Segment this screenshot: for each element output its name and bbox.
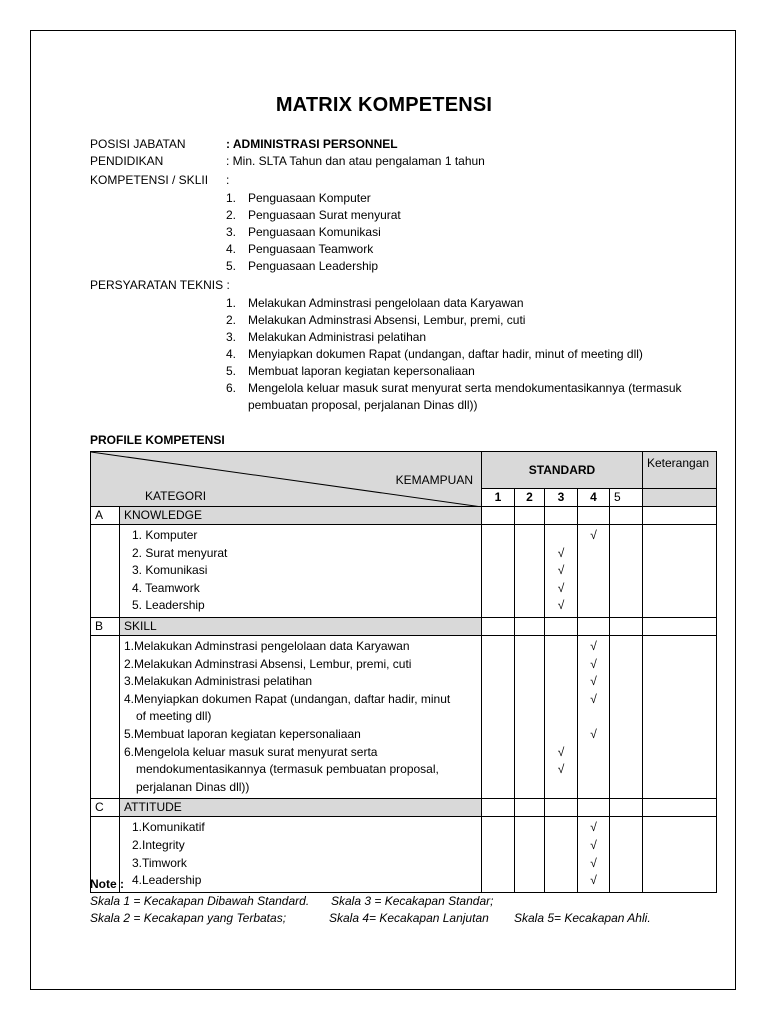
blank-mark xyxy=(515,673,544,691)
note-scale-5: Skala 5= Kecakapan Ahli. xyxy=(514,911,651,925)
section-empty-cell xyxy=(515,799,545,817)
section-body-row xyxy=(91,525,717,618)
section-row xyxy=(91,799,717,817)
blank-mark xyxy=(610,580,642,598)
code-empty-cell xyxy=(91,525,120,618)
table-row: perjalanan Dinas dll)) xyxy=(136,779,250,794)
blank-mark xyxy=(545,656,577,674)
level-3-cell xyxy=(545,525,578,618)
check-mark: √ xyxy=(590,638,597,653)
blank-mark xyxy=(610,744,642,762)
header-kategori-kemampuan xyxy=(91,452,482,507)
table-row: 4.Leadership xyxy=(132,873,202,888)
table-header-row xyxy=(91,452,717,489)
section-empty-cell xyxy=(578,799,610,817)
blank-mark xyxy=(515,656,544,674)
note-scale-3: Skala 3 = Kecakapan Standar; xyxy=(331,894,494,908)
table-row: 5.Membuat laporan kegiatan kepersonaliaan xyxy=(124,726,361,741)
section-row xyxy=(91,507,717,525)
blank-mark xyxy=(482,726,514,744)
section-body-row xyxy=(91,817,717,892)
blank-mark xyxy=(545,872,577,890)
blank-mark xyxy=(578,580,609,598)
section-empty-cell xyxy=(610,507,643,525)
blank-mark xyxy=(482,545,514,563)
section-code: C xyxy=(91,799,120,817)
blank-mark xyxy=(545,837,577,855)
level-1-cell xyxy=(482,525,515,618)
blank-mark xyxy=(515,726,544,744)
blank-mark xyxy=(482,779,514,797)
check-mark: √ xyxy=(557,598,565,613)
blank-mark xyxy=(482,597,514,615)
table-row: 1. Komputer xyxy=(132,528,198,542)
section-name: ATTITUDE xyxy=(120,799,482,817)
blank-mark xyxy=(610,708,642,726)
blank-mark xyxy=(482,708,514,726)
blank-mark xyxy=(545,691,577,709)
section-empty-cell xyxy=(545,507,578,525)
table-row: 2.Integrity xyxy=(132,837,185,852)
check-mark: √ xyxy=(557,744,565,759)
check-mark: √ xyxy=(557,545,565,560)
blank-mark xyxy=(482,673,514,691)
blank-mark xyxy=(515,855,544,873)
blank-mark xyxy=(610,691,642,709)
keterangan-cell xyxy=(643,525,717,618)
check-mark: √ xyxy=(590,674,597,689)
level-2-cell xyxy=(515,525,545,618)
persyaratan-label: PERSYARATAN TEKNIS : xyxy=(90,278,230,292)
blank-mark xyxy=(578,545,609,563)
table-row: 1.Melakukan Adminstrasi pengelolaan data Karyawan xyxy=(124,638,410,653)
check-mark: √ xyxy=(590,726,597,741)
blank-mark xyxy=(545,527,577,545)
header-kemampuan: KEMAMPUAN xyxy=(395,473,473,487)
section-empty-cell xyxy=(515,617,545,635)
level-5-cell xyxy=(610,635,643,798)
blank-mark xyxy=(545,819,577,837)
blank-mark xyxy=(545,638,577,656)
blank-mark xyxy=(610,673,642,691)
blank-mark xyxy=(515,819,544,837)
level-4-cell xyxy=(578,817,610,892)
check-mark: √ xyxy=(590,656,597,671)
table-row: 6.Mengelola keluar masuk surat menyurat serta xyxy=(124,744,378,759)
table-row: 2.Melakukan Adminstrasi Absensi, Lembur, premi, cuti xyxy=(124,656,412,671)
table-row: of meeting dll) xyxy=(136,709,212,724)
section-empty-cell xyxy=(643,799,717,817)
blank-mark xyxy=(515,872,544,890)
level-1: 1 xyxy=(482,489,515,507)
blank-mark xyxy=(610,562,642,580)
blank-mark xyxy=(482,872,514,890)
keterangan-empty xyxy=(643,489,717,507)
blank-mark xyxy=(545,726,577,744)
level-1-cell xyxy=(482,635,515,798)
blank-mark xyxy=(482,761,514,779)
blank-mark xyxy=(482,527,514,545)
section-empty-cell xyxy=(545,799,578,817)
kompetensi-colon: : xyxy=(226,173,230,187)
code-empty-cell xyxy=(91,635,120,798)
table-row: 2. Surat menyurat xyxy=(132,545,228,560)
level-2-cell xyxy=(515,635,545,798)
blank-mark xyxy=(515,580,544,598)
section-empty-cell xyxy=(482,507,515,525)
blank-mark xyxy=(482,691,514,709)
header-kategori: KATEGORI xyxy=(145,489,207,503)
blank-mark xyxy=(545,673,577,691)
items-cell xyxy=(120,635,482,798)
blank-mark xyxy=(578,708,609,726)
header-keterangan: Keterangan xyxy=(643,452,717,489)
level-3-cell xyxy=(545,817,578,892)
level-5: 5 xyxy=(610,489,643,507)
keterangan-cell xyxy=(643,635,717,798)
blank-mark xyxy=(610,837,642,855)
section-name: SKILL xyxy=(120,617,482,635)
table-row: 4. Teamwork xyxy=(132,580,200,595)
section-empty-cell xyxy=(578,507,610,525)
table-row: 4.Menyiapkan dokumen Rapat (undangan, daftar hadir, minut xyxy=(124,691,451,706)
section-body-row xyxy=(91,635,717,798)
blank-mark xyxy=(545,779,577,797)
blank-mark xyxy=(610,819,642,837)
note-line-1 xyxy=(90,893,494,910)
section-empty-cell xyxy=(643,507,717,525)
check-mark: √ xyxy=(557,580,565,595)
blank-mark xyxy=(515,597,544,615)
blank-mark xyxy=(610,638,642,656)
note-label: Note : xyxy=(90,877,124,891)
section-code: B xyxy=(91,617,120,635)
level-4-cell xyxy=(578,525,610,618)
level-3: 3 xyxy=(545,489,578,507)
table-row: 3.Timwork xyxy=(132,855,187,870)
blank-mark xyxy=(610,527,642,545)
pendidikan-value: : Min. SLTA Tahun dan atau pengalaman 1 tahun xyxy=(226,154,485,168)
blank-mark xyxy=(482,819,514,837)
blank-mark xyxy=(515,691,544,709)
section-name: KNOWLEDGE xyxy=(120,507,482,525)
table-row: 3.Melakukan Administrasi pelatihan xyxy=(124,674,313,689)
blank-mark xyxy=(515,837,544,855)
level-1-cell xyxy=(482,817,515,892)
blank-mark xyxy=(482,744,514,762)
blank-mark xyxy=(515,527,544,545)
level-2-cell xyxy=(515,817,545,892)
blank-mark xyxy=(482,837,514,855)
note-scale-4: Skala 4= Kecakapan Lanjutan xyxy=(329,911,489,925)
check-mark: √ xyxy=(590,528,597,542)
keterangan-cell xyxy=(643,817,717,892)
blank-mark xyxy=(578,761,609,779)
table-row: 5. Leadership xyxy=(132,598,205,613)
check-mark: √ xyxy=(590,691,597,706)
document-title: MATRIX KOMPETENSI xyxy=(275,94,493,116)
items-cell xyxy=(120,525,482,618)
section-empty-cell xyxy=(610,617,643,635)
level-3-cell xyxy=(545,635,578,798)
blank-mark xyxy=(482,855,514,873)
check-mark: √ xyxy=(557,563,565,578)
blank-mark xyxy=(610,779,642,797)
blank-mark xyxy=(515,562,544,580)
section-empty-cell xyxy=(515,507,545,525)
blank-mark xyxy=(515,638,544,656)
note-scale-1: Skala 1 = Kecakapan Dibawah Standard. xyxy=(90,894,310,908)
blank-mark xyxy=(578,779,609,797)
table-row: 3. Komunikasi xyxy=(132,563,208,578)
blank-mark xyxy=(515,761,544,779)
blank-mark xyxy=(610,545,642,563)
blank-mark xyxy=(578,744,609,762)
blank-mark xyxy=(515,779,544,797)
blank-mark xyxy=(610,855,642,873)
level-2: 2 xyxy=(515,489,545,507)
section-empty-cell xyxy=(578,617,610,635)
blank-mark xyxy=(482,656,514,674)
section-empty-cell xyxy=(482,617,515,635)
posisi-value: : ADMINISTRASI PERSONNEL xyxy=(226,137,398,151)
level-5-cell xyxy=(610,817,643,892)
table-row: 1.Komunikatif xyxy=(132,820,205,835)
level-4-cell xyxy=(578,635,610,798)
blank-mark xyxy=(545,855,577,873)
check-mark: √ xyxy=(590,837,597,852)
section-empty-cell xyxy=(643,617,717,635)
posisi-label: POSISI JABATAN xyxy=(90,137,186,151)
blank-mark xyxy=(578,562,609,580)
pendidikan-label: PENDIDIKAN xyxy=(90,154,164,168)
header-standard: STANDARD xyxy=(482,452,643,489)
profile-heading: PROFILE KOMPETENSI xyxy=(90,433,225,447)
blank-mark xyxy=(610,597,642,615)
blank-mark xyxy=(482,580,514,598)
table-row: mendokumentasikannya (termasuk pembuatan proposal, xyxy=(136,762,439,777)
blank-mark xyxy=(610,726,642,744)
blank-mark xyxy=(482,638,514,656)
items-cell xyxy=(120,817,482,892)
blank-mark xyxy=(515,744,544,762)
blank-mark xyxy=(578,597,609,615)
section-code: A xyxy=(91,507,120,525)
blank-mark xyxy=(545,708,577,726)
check-mark: √ xyxy=(590,873,597,888)
section-row xyxy=(91,617,717,635)
note-line-2 xyxy=(90,910,651,927)
level-4: 4 xyxy=(578,489,610,507)
section-empty-cell xyxy=(545,617,578,635)
section-empty-cell xyxy=(482,799,515,817)
blank-mark xyxy=(515,545,544,563)
blank-mark xyxy=(610,872,642,890)
level-5-cell xyxy=(610,525,643,618)
check-mark: √ xyxy=(590,820,597,835)
check-mark: √ xyxy=(590,855,597,870)
profile-table xyxy=(90,451,717,893)
blank-mark xyxy=(610,656,642,674)
blank-mark xyxy=(515,708,544,726)
check-mark: √ xyxy=(557,762,565,777)
blank-mark xyxy=(610,761,642,779)
blank-mark xyxy=(482,562,514,580)
kompetensi-label: KOMPETENSI / SKLII xyxy=(90,173,209,187)
note-scale-2: Skala 2 = Kecakapan yang Terbatas; xyxy=(90,911,287,925)
section-empty-cell xyxy=(610,799,643,817)
